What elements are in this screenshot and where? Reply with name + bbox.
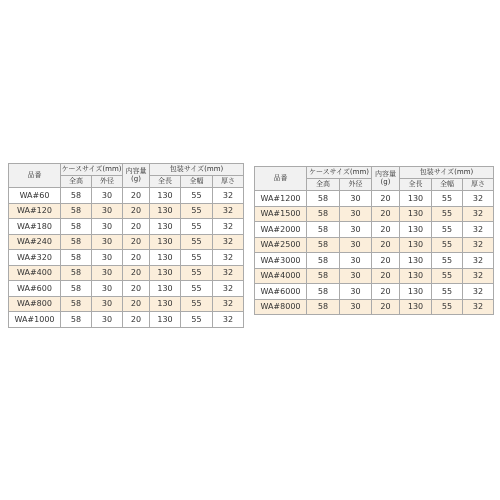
cell-thickness: 32 — [463, 222, 494, 238]
cell-width: 55 — [181, 219, 213, 235]
table-row — [9, 203, 244, 219]
header-case-size: ケースサイズ(mm) — [307, 167, 372, 179]
table-row — [255, 284, 494, 300]
cell-thickness: 32 — [463, 284, 494, 300]
header-package-size: 包装サイズ(mm) — [400, 167, 494, 179]
cell-width: 55 — [432, 268, 463, 284]
cell-height: 58 — [61, 250, 92, 266]
cell-outer-diameter: 30 — [340, 284, 372, 300]
cell-width: 55 — [181, 250, 213, 266]
cell-capacity: 20 — [123, 203, 150, 219]
cell-height: 58 — [307, 299, 340, 315]
cell-length: 130 — [400, 237, 432, 253]
cell-height: 58 — [307, 284, 340, 300]
cell-length: 130 — [150, 250, 181, 266]
header-product-no: 品番 — [255, 167, 307, 191]
header-height: 全高 — [61, 176, 92, 188]
cell-thickness: 32 — [213, 296, 244, 312]
cell-product-no: WA#400 — [9, 265, 61, 281]
cell-length: 130 — [400, 253, 432, 269]
cell-capacity: 20 — [372, 222, 400, 238]
cell-product-no: WA#4000 — [255, 268, 307, 284]
cell-width: 55 — [432, 222, 463, 238]
cell-width: 55 — [181, 312, 213, 328]
cell-outer-diameter: 30 — [340, 206, 372, 222]
cell-height: 58 — [307, 253, 340, 269]
cell-outer-diameter: 30 — [92, 265, 123, 281]
cell-outer-diameter: 30 — [340, 237, 372, 253]
cell-length: 130 — [150, 219, 181, 235]
cell-capacity: 20 — [372, 191, 400, 207]
cell-capacity: 20 — [372, 268, 400, 284]
cell-thickness: 32 — [213, 234, 244, 250]
cell-outer-diameter: 30 — [92, 219, 123, 235]
cell-product-no: WA#3000 — [255, 253, 307, 269]
table-row — [9, 281, 244, 297]
cell-capacity: 20 — [123, 265, 150, 281]
cell-length: 130 — [150, 203, 181, 219]
table-row — [255, 206, 494, 222]
cell-length: 130 — [400, 222, 432, 238]
header-package-size: 包装サイズ(mm) — [150, 164, 244, 176]
cell-thickness: 32 — [463, 206, 494, 222]
table-row — [255, 222, 494, 238]
cell-product-no: WA#60 — [9, 188, 61, 204]
table-body-right — [255, 191, 494, 315]
cell-product-no: WA#1500 — [255, 206, 307, 222]
cell-product-no: WA#180 — [9, 219, 61, 235]
cell-thickness: 32 — [213, 250, 244, 266]
cell-capacity: 20 — [123, 296, 150, 312]
cell-height: 58 — [307, 237, 340, 253]
cell-product-no: WA#800 — [9, 296, 61, 312]
cell-product-no: WA#8000 — [255, 299, 307, 315]
header-thickness: 厚さ — [463, 179, 494, 191]
header-height: 全高 — [307, 179, 340, 191]
cell-thickness: 32 — [213, 188, 244, 204]
header-product-no: 品番 — [9, 164, 61, 188]
table-row — [255, 237, 494, 253]
cell-width: 55 — [181, 296, 213, 312]
header-capacity: 内容量(g) — [123, 164, 150, 188]
cell-width: 55 — [432, 299, 463, 315]
header-width: 全幅 — [181, 176, 213, 188]
cell-product-no: WA#240 — [9, 234, 61, 250]
table-row — [9, 234, 244, 250]
cell-thickness: 32 — [213, 281, 244, 297]
cell-outer-diameter: 30 — [92, 296, 123, 312]
cell-width: 55 — [432, 191, 463, 207]
cell-thickness: 32 — [463, 253, 494, 269]
cell-outer-diameter: 30 — [92, 188, 123, 204]
cell-height: 58 — [61, 265, 92, 281]
cell-thickness: 32 — [213, 203, 244, 219]
cell-length: 130 — [400, 191, 432, 207]
cell-thickness: 32 — [213, 219, 244, 235]
cell-product-no: WA#600 — [9, 281, 61, 297]
cell-outer-diameter: 30 — [340, 222, 372, 238]
cell-length: 130 — [400, 206, 432, 222]
cell-capacity: 20 — [123, 250, 150, 266]
table-row — [9, 250, 244, 266]
table-row — [9, 312, 244, 328]
table-row — [9, 188, 244, 204]
cell-capacity: 20 — [372, 206, 400, 222]
table-row — [255, 191, 494, 207]
cell-height: 58 — [61, 281, 92, 297]
cell-length: 130 — [150, 281, 181, 297]
cell-capacity: 20 — [123, 188, 150, 204]
spec-table-left — [8, 163, 244, 328]
cell-length: 130 — [150, 265, 181, 281]
cell-capacity: 20 — [123, 234, 150, 250]
cell-length: 130 — [150, 312, 181, 328]
cell-width: 55 — [181, 281, 213, 297]
cell-width: 55 — [432, 237, 463, 253]
header-length: 全長 — [400, 179, 432, 191]
cell-product-no: WA#2500 — [255, 237, 307, 253]
cell-width: 55 — [181, 188, 213, 204]
cell-length: 130 — [150, 188, 181, 204]
cell-height: 58 — [307, 222, 340, 238]
cell-product-no: WA#2000 — [255, 222, 307, 238]
table-row — [9, 219, 244, 235]
cell-outer-diameter: 30 — [92, 234, 123, 250]
cell-length: 130 — [400, 284, 432, 300]
cell-capacity: 20 — [372, 299, 400, 315]
cell-thickness: 32 — [213, 265, 244, 281]
cell-width: 55 — [432, 206, 463, 222]
cell-product-no: WA#1200 — [255, 191, 307, 207]
cell-product-no: WA#1000 — [9, 312, 61, 328]
header-outer-diameter: 外径 — [92, 176, 123, 188]
cell-capacity: 20 — [123, 312, 150, 328]
cell-height: 58 — [61, 234, 92, 250]
header-thickness: 厚さ — [213, 176, 244, 188]
cell-outer-diameter: 30 — [340, 191, 372, 207]
cell-thickness: 32 — [463, 191, 494, 207]
cell-length: 130 — [400, 268, 432, 284]
cell-height: 58 — [61, 219, 92, 235]
table-row — [255, 253, 494, 269]
cell-outer-diameter: 30 — [340, 299, 372, 315]
cell-capacity: 20 — [372, 237, 400, 253]
cell-height: 58 — [307, 206, 340, 222]
cell-thickness: 32 — [463, 299, 494, 315]
cell-width: 55 — [181, 203, 213, 219]
cell-outer-diameter: 30 — [92, 281, 123, 297]
cell-product-no: WA#6000 — [255, 284, 307, 300]
cell-width: 55 — [181, 234, 213, 250]
cell-outer-diameter: 30 — [92, 250, 123, 266]
cell-height: 58 — [61, 312, 92, 328]
spec-table-right — [254, 166, 494, 315]
cell-outer-diameter: 30 — [92, 203, 123, 219]
table-row — [9, 296, 244, 312]
cell-height: 58 — [61, 203, 92, 219]
cell-length: 130 — [400, 299, 432, 315]
table-row — [9, 265, 244, 281]
cell-thickness: 32 — [463, 268, 494, 284]
cell-outer-diameter: 30 — [340, 268, 372, 284]
cell-height: 58 — [61, 188, 92, 204]
cell-capacity: 20 — [123, 281, 150, 297]
cell-height: 58 — [307, 191, 340, 207]
cell-height: 58 — [61, 296, 92, 312]
cell-product-no: WA#120 — [9, 203, 61, 219]
header-length: 全長 — [150, 176, 181, 188]
header-outer-diameter: 外径 — [340, 179, 372, 191]
cell-product-no: WA#320 — [9, 250, 61, 266]
cell-width: 55 — [432, 284, 463, 300]
header-capacity: 内容量(g) — [372, 167, 400, 191]
cell-thickness: 32 — [463, 237, 494, 253]
cell-capacity: 20 — [123, 219, 150, 235]
header-width: 全幅 — [432, 179, 463, 191]
cell-outer-diameter: 30 — [340, 253, 372, 269]
cell-height: 58 — [307, 268, 340, 284]
table-row — [255, 299, 494, 315]
header-case-size: ケースサイズ(mm) — [61, 164, 123, 176]
table-body-left — [9, 188, 244, 328]
cell-width: 55 — [432, 253, 463, 269]
cell-outer-diameter: 30 — [92, 312, 123, 328]
cell-capacity: 20 — [372, 253, 400, 269]
cell-width: 55 — [181, 265, 213, 281]
cell-length: 130 — [150, 234, 181, 250]
cell-length: 130 — [150, 296, 181, 312]
cell-thickness: 32 — [213, 312, 244, 328]
table-row — [255, 268, 494, 284]
cell-capacity: 20 — [372, 284, 400, 300]
